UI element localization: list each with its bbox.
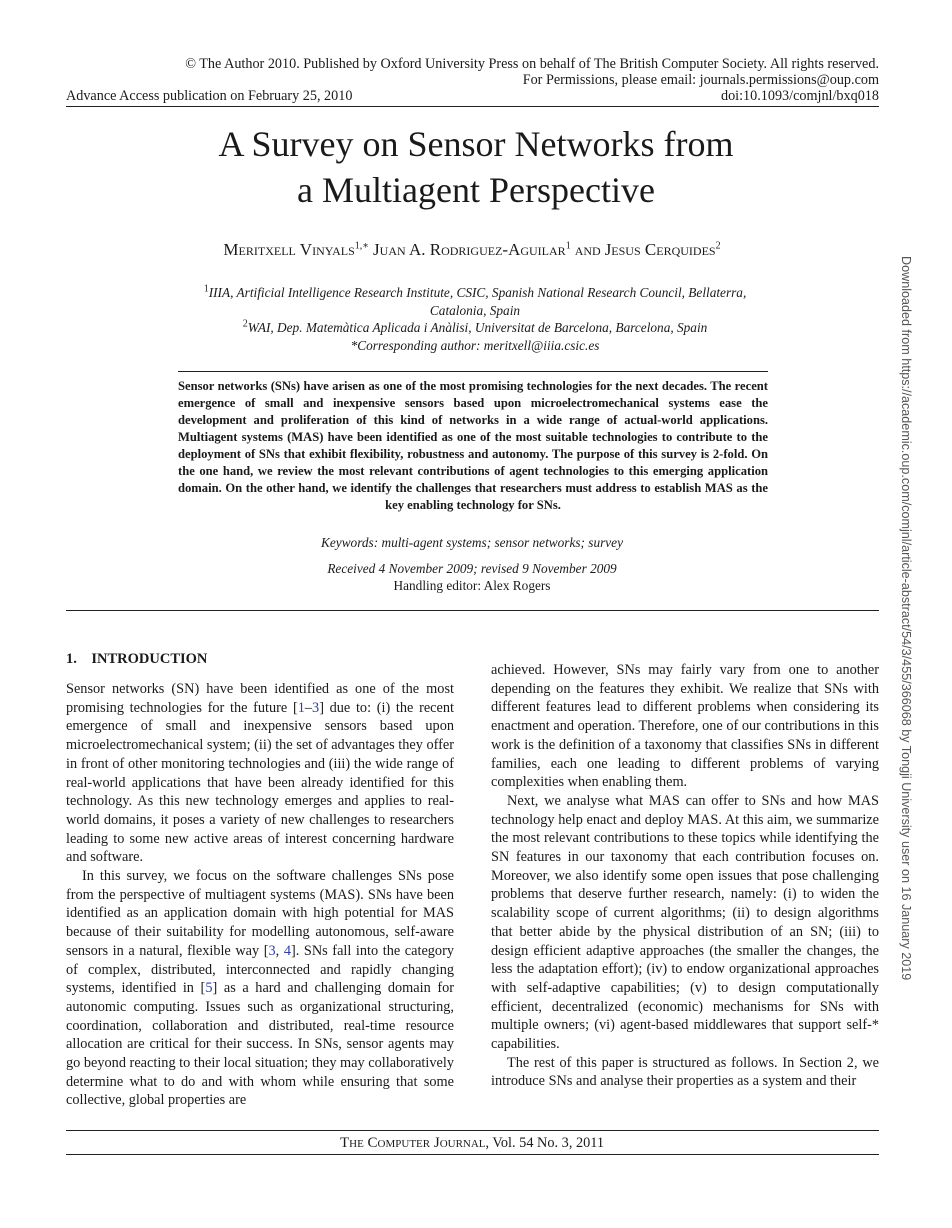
citation-link[interactable]: 5	[205, 980, 213, 997]
author-1: Meritxell Vinyals	[223, 240, 355, 259]
body-rule	[66, 610, 879, 611]
download-watermark: Downloaded from https://academic.oup.com/comjnl/article-abstract/54/3/455/366068 by Tongji University user on 16 January 2019	[899, 256, 913, 981]
paragraph: Sensor networks (SN) have been identified as one of the most promising technologies for the future [1–3] due to: (i) the recent emergence of small and inexpensive sensors based upon microelectromechanical system; (ii) the set of advantages they offer in front of other monitoring technologies and (iii) the wide range of real-world applications that have been already identified for this technology. As this new technology emerges and applies to real-world domains, it poses a variety of new challenges to researchers leading to some new active areas of interest concerning hardware and software.	[66, 681, 454, 866]
author-1-sup: 1,∗	[354, 240, 370, 252]
journal-name: The Computer Journal	[339, 1135, 486, 1151]
author-3: Jesus Cerquides	[604, 240, 716, 259]
affiliations	[120, 284, 830, 354]
keywords: Keywords: multi-agent systems; sensor networks; survey	[321, 535, 623, 550]
affiliation-1-cont: Catalonia, Spain	[429, 302, 521, 318]
permissions-line: For Permissions, please email: journals.permissions@oup.com	[522, 72, 879, 88]
citation-link[interactable]: 4	[283, 942, 291, 959]
journal-footer	[0, 1135, 944, 1152]
right-column	[491, 661, 879, 1091]
paragraph: Next, we analyse what MAS can offer to SNs and how MAS technology help enact and deploy MAS. At this aim, we summarize the most relevant contributions to these topics while identifying the SN features in our taxonomy that each contribution focuses on. Moreover, we also identify some open issues that pose challenging problems that deserve further research, namely: (i) to widen the scalability scope of current algorithms; (ii) to design algorithms that better abide by the physical distribution of an SN; (iii) to design efficient adaptive approaches (the smaller the changes, the less the adaptation effort); (iv) to endow organizational approaches with self-adaptive capabilities; (v) to design computationally efficient, decentralized (economic) mechanisms for SNs with multiple owners; (vi) agent-based middlewares that support self-* capabilities.	[491, 792, 879, 1053]
handling-editor: Handling editor: Alex Rogers	[393, 578, 551, 593]
paragraph: In this survey, we focus on the software challenges SNs pose from the perspective of multiagent systems (MAS). SNs have been identified as an application domain with high potential for MAS because of their suitability for modelling autonomous, self-aware sensors in a natural, flexible way [3, 4]. SNs fall into the category of complex, distributed, interconnected and rapidly changing systems, identified in [5] as a hard and challenging domain for autonomic computing. Issues such as organizational structuring, coordination, collaboration and distributed, real-time resource allocation are critical for their success. In SNs, sensor agents may go beyond reacting to their local situation; they may collaboratively determine what to do and with whom while ensuring that some collective, global properties are	[66, 868, 454, 1109]
abstract: Sensor networks (SNs) have arisen as one of the most promising technologies for the next decades. The recent emergence of small and inexpensive sensors based upon microelectromechanical systems ease the development and proliferation of this kind of networks in a wide range of actual-world applications. Multiagent systems (MAS) have been identified as one of the most suitable technologies to contribute to the deployment of SNs that exhibit flexibility, robustness and autonomy. The purpose of this survey is 2-fold. On the one hand, we review the most relevant contributions of agent technologies to this emerging application domain. On the other hand, we identify the challenges that researchers must address to establish MAS as the key enabling technology for SNs.	[178, 379, 768, 512]
left-column	[66, 680, 454, 1110]
footer-rule	[66, 1130, 879, 1131]
author-3-sup: 2	[715, 240, 721, 252]
title-line-2: a Multiagent Perspective	[297, 170, 655, 210]
citation-link[interactable]: 3	[312, 699, 320, 716]
corresponding-author: *Corresponding author: meritxell@iiia.csic.es	[350, 337, 600, 353]
copyright-line: © The Author 2010. Published by Oxford University Press on behalf of The British Computer Society. All rights reserved.	[185, 56, 879, 72]
paper-title	[0, 121, 952, 213]
author-and: and	[574, 240, 601, 259]
section-number: 1.	[66, 651, 77, 667]
footer-rule-bottom	[66, 1154, 879, 1155]
abstract-rule	[178, 371, 768, 372]
citation-link[interactable]: 1	[297, 699, 305, 716]
citation-link[interactable]: 3	[268, 942, 276, 959]
received-dates: Received 4 November 2009; revised 9 November 2009	[327, 561, 617, 576]
advance-access-line: Advance Access publication on February 25, 2010	[66, 88, 353, 104]
section-heading	[66, 651, 207, 668]
title-line-1: A Survey on Sensor Networks from	[218, 124, 734, 164]
author-2: Juan A. Rodriguez-Aguilar	[373, 240, 566, 259]
journal-volume: , Vol. 54 No. 3, 2011	[485, 1135, 605, 1151]
affiliation-2: $^2$WAI, Dep. Matemàtica Aplicada i Anàlisi, Universitat de Barcelona, Barcelona, Spain	[242, 318, 708, 335]
author-list	[0, 240, 944, 260]
paragraph: achieved. However, SNs may fairly vary from one to another depending on the features they exhibit. We realize that SNs with different features lead to different problems when considering its enactment and operation. Therefore, one of our contributions in this work is the definition of a taxonomy that classifies SNs in different families, each one leading to different problems of varying complexities when enabling them.	[491, 662, 879, 791]
affiliation-1: $^1$IIIA, Artificial Intelligence Research Institute, CSIC, Spanish National Research Council, Bellaterra,	[203, 283, 747, 300]
paragraph: The rest of this paper is structured as follows. In Section 2, we introduce SNs and analyse their properties as a system and their	[491, 1054, 879, 1090]
author-2-sup: 1	[565, 240, 571, 252]
header-rule	[66, 106, 879, 107]
section-title: INTRODUCTION	[91, 651, 208, 667]
doi-line: doi:10.1093/comjnl/bxq018	[720, 88, 879, 104]
